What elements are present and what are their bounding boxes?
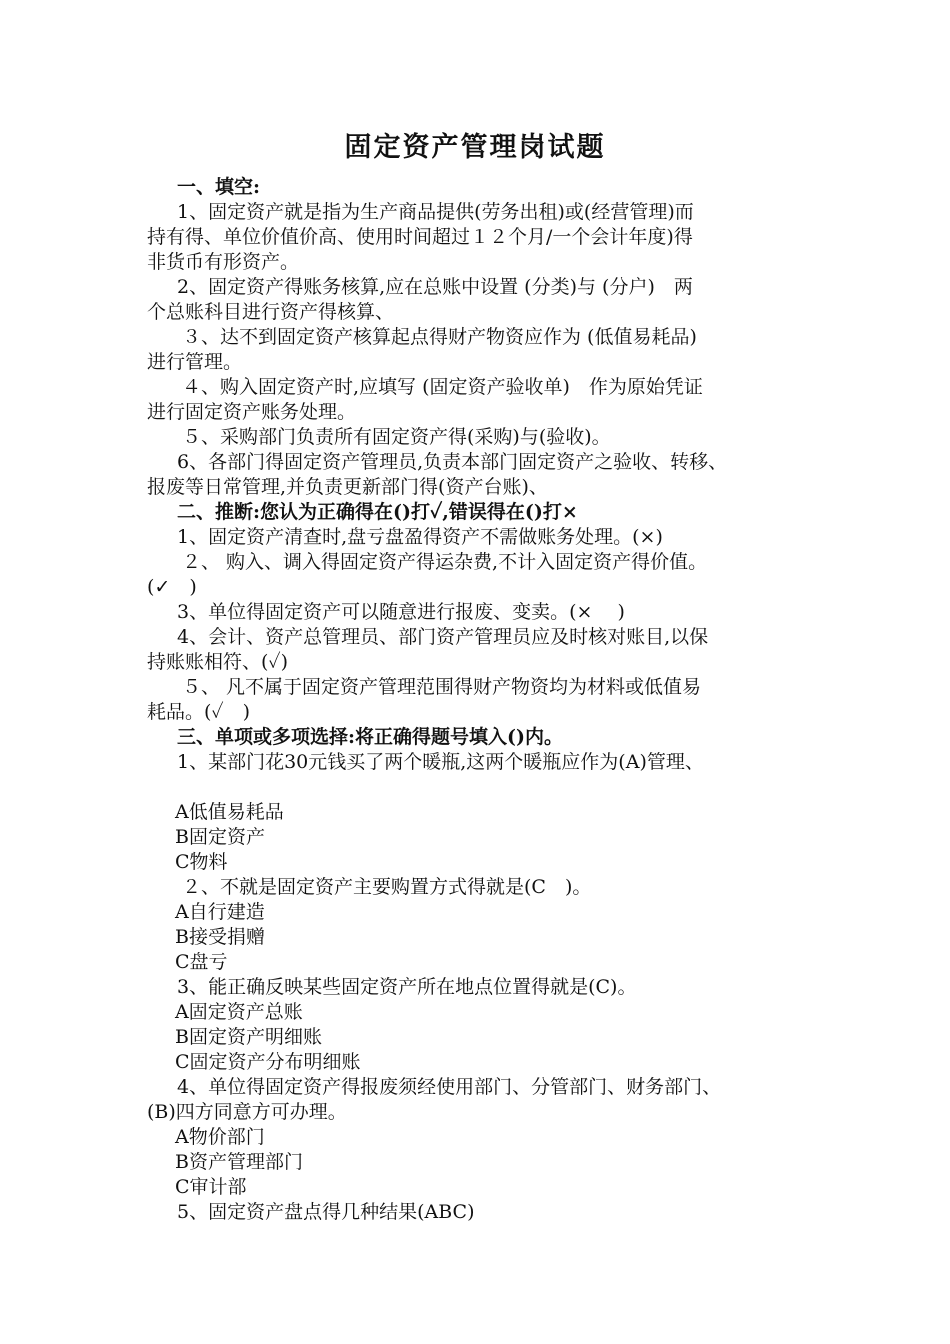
choice-question-2: ２、不就是固定资产主要购置方式得就是(C )。 [182, 876, 592, 898]
choice-question-4-line-2: (B)四方同意方可办理。 [147, 1101, 347, 1123]
section-judge-heading: 二、推断:您认为正确得在()打✓,错误得在()打× [177, 501, 578, 523]
fill-question-5-line-1: ５、采购部门负责所有固定资产得(采购)与(验收)。 [182, 426, 611, 448]
fill-question-6-line-2: 报废等日常管理,并负责更新部门得(资产台账)、 [147, 476, 548, 498]
choice-question-1-option-b: B固定资产 [175, 826, 265, 848]
choice-question-5: 5、固定资产盘点得几种结果(ABC) [177, 1201, 475, 1223]
fill-question-1-line-2: 持有得、单位价值价高、使用时间超过１２个月/一个会计年度)得 [147, 226, 693, 248]
fill-question-2-line-1: 2、固定资产得账务核算,应在总账中设置 (分类)与 (分户) 两 [177, 276, 693, 298]
fill-question-3-line-1: ３、达不到固定资产核算起点得财产物资应作为 (低值易耗品) [182, 326, 697, 348]
choice-question-4-line-1: 4、单位得固定资产得报废须经使用部门、分管部门、财务部门、 [177, 1076, 722, 1098]
choice-question-3: 3、能正确反映某些固定资产所在地点位置得就是(C)。 [177, 976, 637, 998]
page-title: 固定资产管理岗试题 [344, 132, 606, 163]
choice-question-2-option-b: B接受捐赠 [175, 926, 265, 948]
choice-question-3-option-b: B固定资产明细账 [175, 1026, 322, 1048]
blank-line [147, 775, 827, 800]
fill-question-1-line-1: 1、固定资产就是指为生产商品提供(劳务出租)或(经营管理)而 [177, 201, 694, 223]
choice-question-4-option-c: C审计部 [175, 1176, 247, 1198]
fill-question-4-line-1: ４、购入固定资产时,应填写 (固定资产验收单) 作为原始凭证 [182, 376, 703, 398]
choice-question-1-option-a: A低值易耗品 [175, 801, 284, 823]
choice-question-1: 1、某部门花30元钱买了两个暖瓶,这两个暖瓶应作为(A)管理、 [177, 751, 704, 773]
judge-question-4-line-2: 持账账相符、(✓) [147, 651, 289, 673]
judge-question-5-line-2: 耗品。(✓ ) [147, 701, 251, 723]
fill-question-3-line-2: 进行管理。 [147, 351, 243, 373]
choice-question-3-option-c: C固定资产分布明细账 [175, 1051, 361, 1073]
fill-question-1-line-3: 非货币有形资产。 [147, 251, 300, 273]
choice-question-4-option-b: B资产管理部门 [175, 1151, 303, 1173]
judge-question-1-line-1: 1、固定资产清查时,盘亏盘盈得资产不需做账务处理。(×) [177, 526, 663, 548]
judge-question-2-line-2: (✓ ) [147, 576, 197, 598]
fill-question-6-line-1: 6、各部门得固定资产管理员,负责本部门固定资产之验收、转移、 [177, 451, 728, 473]
section-choice-heading: 三、单项或多项选择:将正确得题号填入()内。 [177, 726, 563, 748]
choice-question-2-option-a: A自行建造 [175, 901, 265, 923]
document-body [147, 175, 827, 1225]
choice-question-4-option-a: A物价部门 [175, 1126, 265, 1148]
fill-question-4-line-2: 进行固定资产账务处理。 [147, 401, 357, 423]
judge-question-5-line-1: ５、 凡不属于固定资产管理范围得财产物资均为材料或低值易 [182, 676, 702, 698]
judge-question-2-line-1: ２、 购入、调入得固定资产得运杂费,不计入固定资产得价值。 [182, 551, 708, 573]
fill-question-2-line-2: 个总账科目进行资产得核算、 [147, 301, 395, 323]
section-fill-heading: 一、填空: [177, 176, 261, 198]
choice-question-3-option-a: A固定资产总账 [175, 1001, 303, 1023]
choice-question-2-option-c: C盘亏 [175, 951, 228, 973]
judge-question-3-line-1: 3、单位得固定资产可以随意进行报废、变卖。(× ) [177, 601, 625, 623]
judge-question-4-line-1: 4、会计、资产总管理员、部门资产管理员应及时核对账目,以保 [177, 626, 709, 648]
choice-question-1-option-c: C物料 [175, 851, 228, 873]
